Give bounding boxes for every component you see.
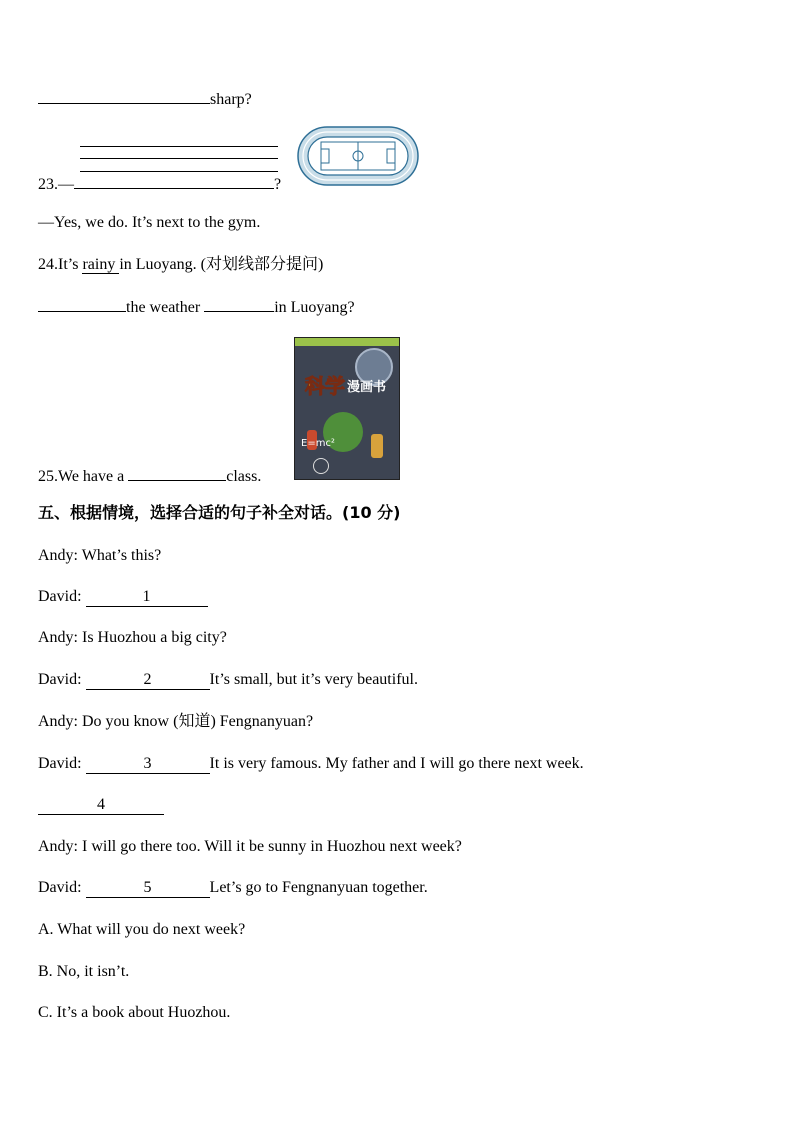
- dialogue-text: Let’s go to Fengnanyuan together.: [209, 879, 428, 896]
- dialogue-line-3: [38, 628, 227, 648]
- dialogue-speaker: David:: [38, 671, 82, 688]
- publisher-logo-icon: [313, 458, 329, 474]
- dialogue-text: Is Huozhou a big city?: [82, 629, 227, 646]
- dialogue-text: It’s small, but it’s very beautiful.: [209, 671, 418, 688]
- science-comic-book-image: [294, 337, 400, 480]
- q24-blank-2[interactable]: [204, 296, 274, 312]
- stadium-track-image: [297, 126, 419, 186]
- q24-middle: the weather: [126, 299, 205, 316]
- book-top-strip: [295, 338, 399, 346]
- q24-underlined-word: rainy: [82, 256, 120, 273]
- dialogue-line-2: [38, 587, 208, 607]
- q23-writing-line-2[interactable]: [80, 158, 278, 159]
- q25-blank[interactable]: [128, 465, 226, 481]
- dialogue-blank-5[interactable]: 5: [86, 879, 210, 898]
- character-icon: [371, 434, 383, 458]
- dialogue-line-9: [38, 878, 428, 898]
- dialogue-text: What’s this?: [81, 547, 162, 564]
- section-5-heading: 五、根据情境，选择合适的句子补全对话。(10 分): [38, 503, 401, 522]
- q23-line: [38, 173, 281, 195]
- q24-line-1: [38, 255, 323, 275]
- q22-blank[interactable]: [38, 88, 210, 104]
- dialogue-text: It is very famous. My father and I will go there next week.: [209, 755, 584, 772]
- q24-blank-1[interactable]: [38, 296, 126, 312]
- q23-dash: —: [58, 176, 74, 193]
- dialogue-speaker: David:: [38, 588, 82, 605]
- q24-suffix: in Luoyang. (对划线部分提问): [119, 256, 324, 273]
- book-title: 科学: [305, 374, 345, 398]
- q22-tail: sharp?: [210, 91, 252, 108]
- option-b: B. No, it isn’t.: [38, 963, 130, 980]
- option-c: C. It’s a book about Huozhou.: [38, 1004, 231, 1021]
- dialogue-line-5: [38, 712, 313, 732]
- q23-end: ?: [274, 176, 282, 193]
- q24-prefix: 24.It’s: [38, 256, 83, 273]
- dialogue-speaker: Andy:: [38, 547, 78, 564]
- dialogue-speaker: Andy:: [38, 713, 78, 730]
- q24-end: in Luoyang?: [274, 299, 355, 316]
- dialogue-blank-4[interactable]: 4: [38, 796, 164, 815]
- q23-writing-line-1[interactable]: [80, 146, 278, 147]
- q23-blank[interactable]: [74, 173, 274, 189]
- dialogue-speaker: Andy:: [38, 629, 78, 646]
- dialogue-line-6: [38, 754, 584, 774]
- q25-suffix: class.: [226, 468, 262, 485]
- dialogue-speaker: David:: [38, 879, 82, 896]
- dialogue-line-8: [38, 837, 462, 857]
- dialogue-line-7: [38, 795, 164, 815]
- dialogue-text: I will go there too. Will it be sunny in Huozhou next week?: [82, 838, 462, 855]
- dialogue-blank-1[interactable]: 1: [86, 588, 208, 607]
- dialogue-text: Do you know (知道) Fengnanyuan?: [82, 713, 314, 730]
- dialogue-speaker: Andy:: [38, 838, 78, 855]
- dialogue-blank-2[interactable]: 2: [86, 671, 210, 690]
- q23-answer: —Yes, we do. It’s next to the gym.: [38, 214, 261, 231]
- q23-writing-line-3[interactable]: [80, 171, 278, 172]
- dialogue-blank-3[interactable]: 3: [86, 755, 210, 774]
- book-subtitle: 漫画书: [347, 380, 387, 395]
- q22-line: [38, 88, 252, 110]
- dialogue-speaker: David:: [38, 755, 82, 772]
- dialogue-line-1: [38, 546, 161, 566]
- dialogue-line-4: [38, 670, 418, 690]
- q23-number: 23.: [38, 176, 58, 193]
- q25-prefix: 25.We have a: [38, 468, 129, 485]
- q25-line: [38, 465, 261, 487]
- q24-line-2: [38, 296, 355, 318]
- book-formula: E=mc²: [301, 438, 335, 449]
- option-a: A. What will you do next week?: [38, 921, 246, 938]
